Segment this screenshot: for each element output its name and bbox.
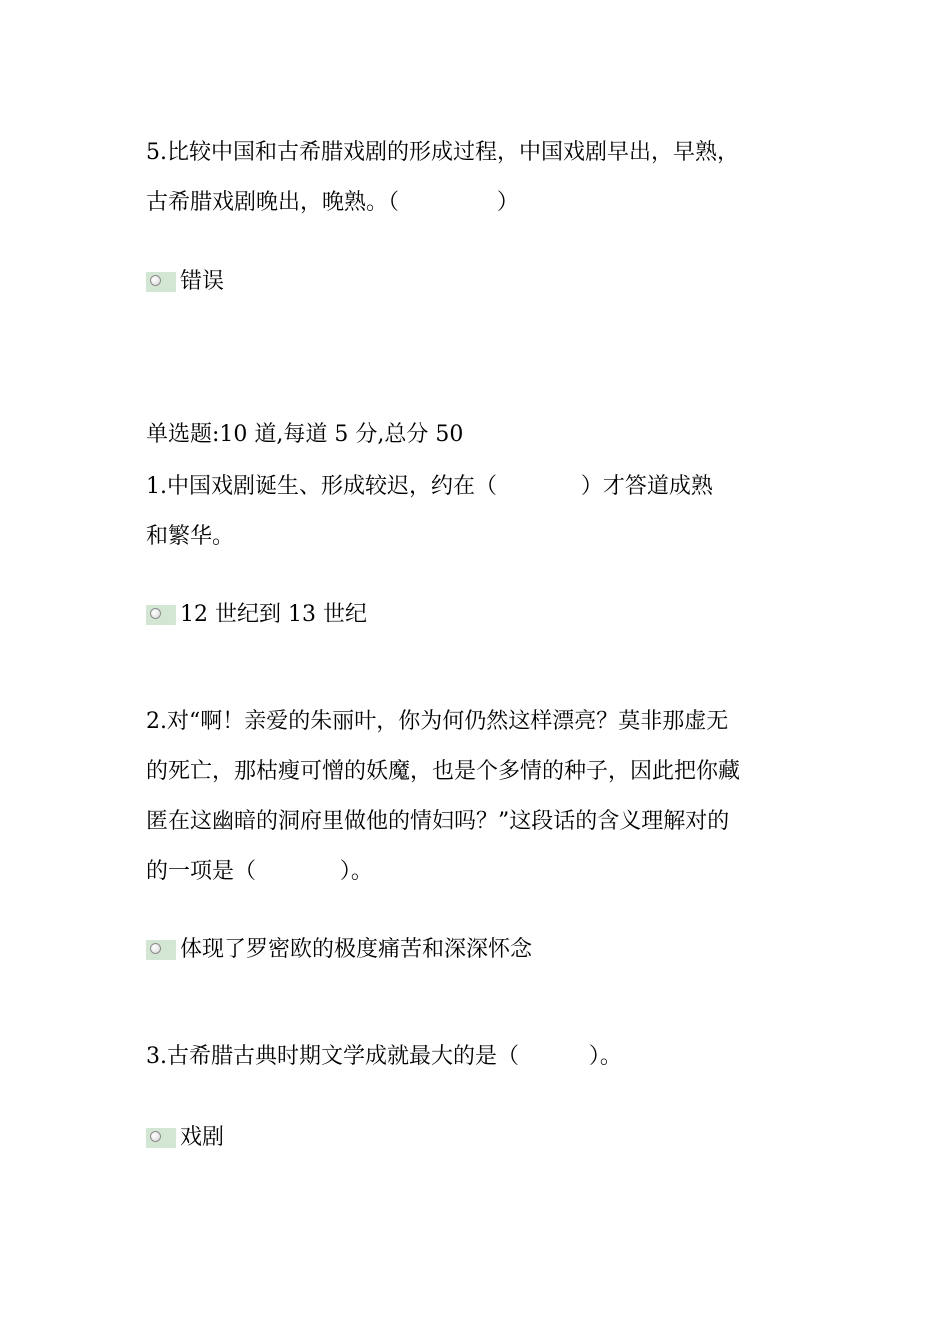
question-2-line-2: 的死亡，那枯瘦可憎的妖魔，也是个多情的种子，因此把你藏: [146, 759, 741, 784]
question-1-line-1: 1.中国戏剧诞生、形成较迟，约在（ ）才答道成熟: [146, 474, 713, 499]
question-3-answer-label: 戏剧: [180, 1125, 225, 1150]
radio-button-icon[interactable]: [146, 940, 176, 960]
question-5-line-2: 古希腊戏剧晚出，晚熟。（ ）: [146, 190, 519, 215]
question-5-answer-label: 错误: [180, 269, 225, 294]
question-3-answer-option[interactable]: [146, 1125, 224, 1151]
question-2-line-4: 的一项是（ ）。: [146, 859, 373, 884]
question-1-line-2: 和繁华。: [146, 524, 235, 549]
radio-button-icon[interactable]: [146, 272, 176, 292]
section-header: 单选题:10 道,每道 5 分,总分 50: [146, 422, 464, 447]
question-2-line-1: 2.对“啊！亲爱的朱丽叶，你为何仍然这样漂亮？莫非那虚无: [146, 709, 729, 734]
question-1-answer-option[interactable]: [146, 602, 367, 628]
question-2-line-3: 匿在这幽暗的洞府里做他的情妇吗？”这段话的含义理解对的: [146, 809, 730, 834]
question-5-answer-option[interactable]: [146, 269, 224, 295]
radio-button-icon[interactable]: [146, 605, 176, 625]
question-5-line-1: 5.比较中国和古希腊戏剧的形成过程，中国戏剧早出，早熟，: [146, 140, 739, 165]
question-3-line-1: 3.古希腊古典时期文学成就最大的是（ ）。: [146, 1044, 622, 1069]
question-2-answer-label: 体现了罗密欧的极度痛苦和深深怀念: [180, 937, 533, 962]
question-2-answer-option[interactable]: [146, 937, 532, 963]
question-1-answer-label: 12 世纪到 13 世纪: [180, 602, 367, 627]
radio-button-icon[interactable]: [146, 1128, 176, 1148]
